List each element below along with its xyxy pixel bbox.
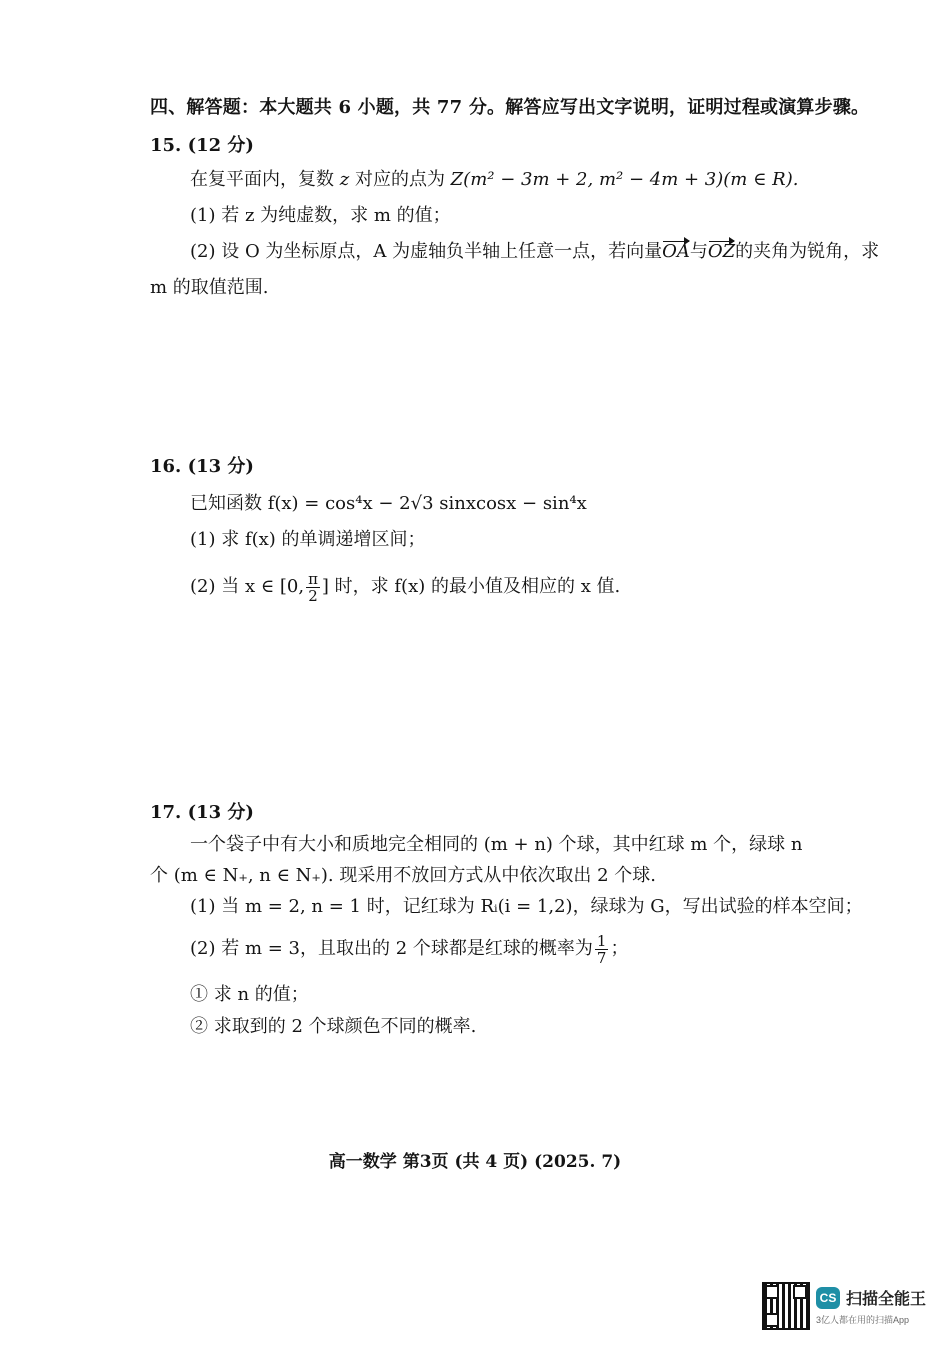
fraction-numerator: π xyxy=(308,569,318,588)
q15-stem-z: z xyxy=(339,169,350,190)
camscanner-logo-icon: CS xyxy=(816,1287,840,1309)
q16-part2-b: ] 时，求 f(x) 的最小值及相应的 x 值. xyxy=(321,576,621,597)
q15-part1: (1) 若 z 为纯虚数，求 m 的值； xyxy=(190,205,451,226)
q15-part2-c: 的夹角为锐角，求 xyxy=(735,241,880,262)
q17-stem-line1: 一个袋子中有大小和质地完全相同的 (m + n) 个球，其中红球 m 个，绿球 n xyxy=(190,834,803,855)
q17-stem-line2: 个 (m ∈ N₊, n ∈ N₊). 现采用不放回方式从中依次取出 2 个球. xyxy=(150,865,656,886)
q15-part2-a: (2) 设 O 为坐标原点，A 为虚轴负半轴上任意一点，若向量 xyxy=(190,241,663,262)
page-footer: 高一数学 第3页 (共 4 页) (2025. 7) xyxy=(328,1152,622,1172)
fraction-denominator: 2 xyxy=(308,586,318,605)
q17-sub1: ① 求 n 的值； xyxy=(190,984,309,1005)
section-title: 四、解答题：本大题共 6 小题，共 77 分。解答应写出文字说明，证明过程或演算步骤。 xyxy=(150,97,870,118)
q15-stem-point: Z(m² − 3m + 2, m² − 4m + 3)(m ∈ R). xyxy=(450,169,799,190)
q16-part2 xyxy=(190,570,620,604)
q17-part2-b: ； xyxy=(610,938,629,959)
q15-stem-prefix: 在复平面内，复数 xyxy=(190,169,340,190)
vector-oz: OZ xyxy=(707,241,736,262)
q15-part2-cont: m 的取值范围. xyxy=(150,277,269,298)
fraction-one-seventh xyxy=(595,933,609,966)
q17-part1: (1) 当 m = 2, n = 1 时，记红球为 Rᵢ(i = 1,2)，绿球为 G，写出试验的样本空间； xyxy=(190,896,863,917)
q17-sub2: ② 求取到的 2 个球颜色不同的概率. xyxy=(190,1016,477,1037)
q17-part2-a: (2) 若 m = 3，且取出的 2 个球都是红球的概率为 xyxy=(190,938,593,959)
vector-oa: OA xyxy=(662,241,690,262)
fraction-denominator: 7 xyxy=(596,948,607,967)
q15-stem xyxy=(190,168,798,192)
q15-heading: 15. (12 分) xyxy=(150,135,254,156)
q15-stem-mid: 对应的点为 xyxy=(349,169,451,190)
q16-heading: 16. (13 分) xyxy=(150,456,254,477)
fraction-pi-over-2 xyxy=(306,571,320,604)
q17-part2 xyxy=(190,930,628,968)
q17-heading: 17. (13 分) xyxy=(150,802,254,823)
q16-stem: 已知函数 f(x) = cos⁴x − 2√3 sinxcosx − sin⁴x xyxy=(190,493,587,514)
camscanner-tagline: 3亿人都在用的扫描App xyxy=(816,1315,910,1325)
q16-part2-a: (2) 当 x ∈ [0, xyxy=(190,576,305,597)
q16-part1: (1) 求 f(x) 的单调递增区间； xyxy=(190,529,426,550)
q15-part2 xyxy=(190,240,879,264)
fraction-numerator: 1 xyxy=(596,931,607,950)
q15-part2-b: 与 xyxy=(689,241,708,262)
camscanner-name: 扫描全能王 xyxy=(846,1291,927,1308)
qr-code-icon xyxy=(762,1282,810,1330)
